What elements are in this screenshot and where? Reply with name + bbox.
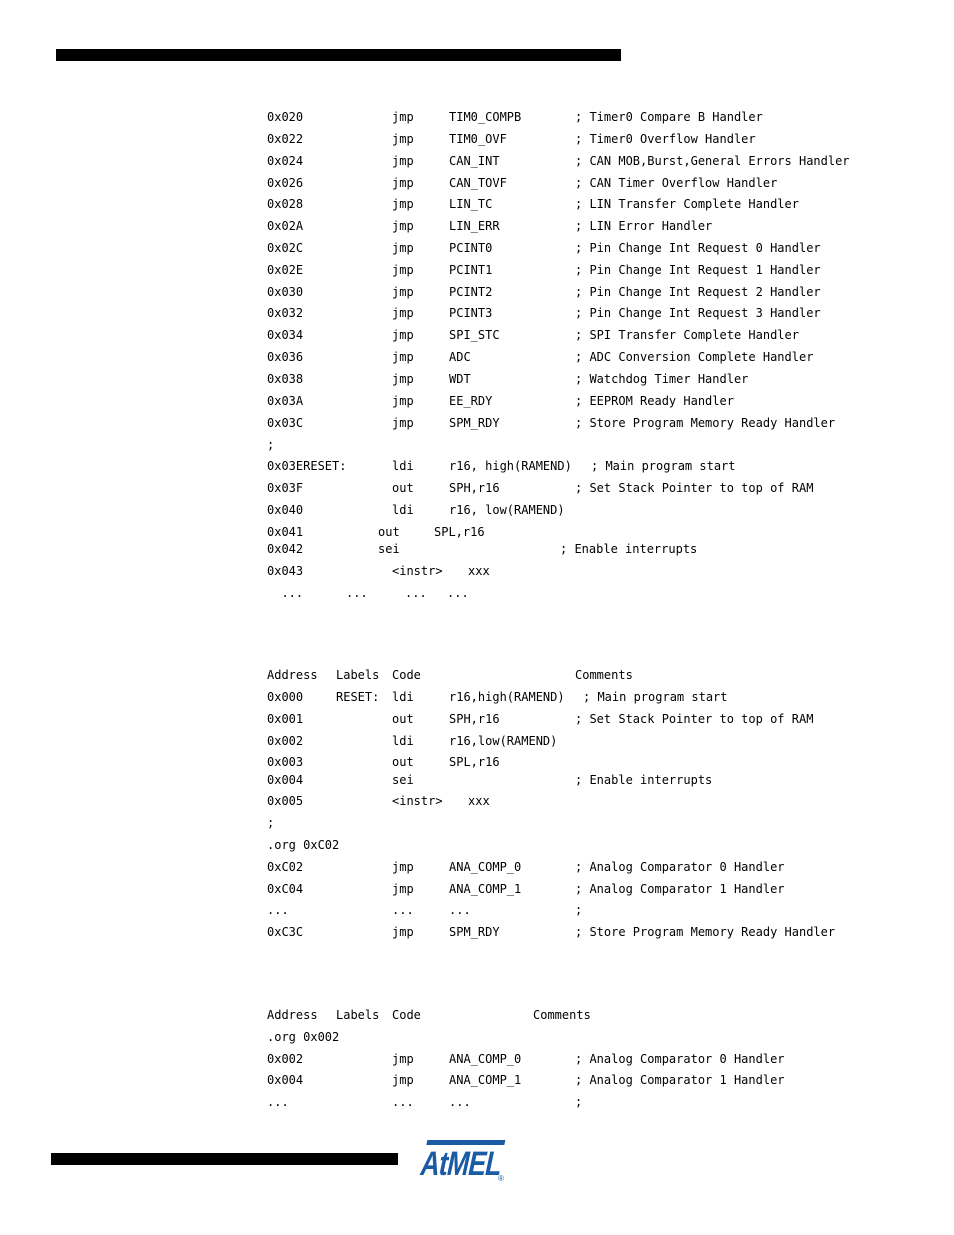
comment: ; xyxy=(575,903,583,917)
comment: ; Enable interrupts xyxy=(575,773,713,787)
comments-header: Comments xyxy=(575,668,633,682)
code-header: Code xyxy=(392,1008,421,1022)
address: 0xC04 xyxy=(267,882,304,896)
comment: ; Pin Change Int Request 1 Handler xyxy=(575,263,821,277)
address: ... xyxy=(267,903,289,917)
mnemonic: ldi xyxy=(392,734,414,748)
address: ; xyxy=(267,816,275,830)
operand: CAN_TOVF xyxy=(449,176,507,190)
comment: ; EEPROM Ready Handler xyxy=(575,394,734,408)
code-header: Code xyxy=(392,668,421,682)
mnemonic: jmp xyxy=(392,372,414,386)
svg-text:®: ® xyxy=(498,1174,504,1183)
header-rule xyxy=(56,49,621,61)
address: 0x002 xyxy=(267,734,304,748)
address: 0x038 xyxy=(267,372,304,386)
mnemonic: jmp xyxy=(392,110,414,124)
address: 0x02C xyxy=(267,241,304,255)
address: 0x043 xyxy=(267,564,304,578)
comment: ; Main program start xyxy=(583,690,728,704)
operand: SPH,r16 xyxy=(449,481,500,495)
mnemonic: jmp xyxy=(392,132,414,146)
comment: ; CAN MOB,Burst,General Errors Handler xyxy=(575,154,850,168)
mnemonic: jmp xyxy=(392,416,414,430)
mnemonic: jmp xyxy=(392,285,414,299)
operand: r16,high(RAMEND) xyxy=(449,690,565,704)
operand: ... xyxy=(449,903,471,917)
mnemonic: jmp xyxy=(392,241,414,255)
mnemonic: jmp xyxy=(392,219,414,233)
operand: EE_RDY xyxy=(449,394,493,408)
comment: ; Pin Change Int Request 0 Handler xyxy=(575,241,821,255)
address: 0x002 xyxy=(267,1052,304,1066)
comments-header: Comments xyxy=(533,1008,591,1022)
address: 0x03C xyxy=(267,416,304,430)
operand: SPM_RDY xyxy=(449,416,500,430)
operand: ANA_COMP_0 xyxy=(449,1052,522,1066)
comment: ; Set Stack Pointer to top of RAM xyxy=(575,481,814,495)
comment: ; Pin Change Int Request 3 Handler xyxy=(575,306,821,320)
comment: ; Pin Change Int Request 2 Handler xyxy=(575,285,821,299)
mnemonic: jmp xyxy=(392,176,414,190)
address: 0x028 xyxy=(267,197,304,211)
operand: ANA_COMP_1 xyxy=(449,1073,522,1087)
operand: xxx xyxy=(468,564,490,578)
mnemonic: ldi xyxy=(392,690,414,704)
operand: r16,low(RAMEND) xyxy=(449,734,558,748)
label: RESET: xyxy=(336,690,380,704)
mnemonic: jmp xyxy=(392,882,414,896)
mnemonic: ldi xyxy=(392,503,414,517)
mnemonic: jmp xyxy=(392,306,414,320)
comment: ; Analog Comparator 1 Handler xyxy=(575,1073,785,1087)
operand: r16, high(RAMEND) xyxy=(449,459,572,473)
address: 0x001 xyxy=(267,712,304,726)
mnemonic: jmp xyxy=(392,263,414,277)
address: 0x022 xyxy=(267,132,304,146)
comment: ; CAN Timer Overflow Handler xyxy=(575,176,778,190)
mnemonic: out xyxy=(378,525,400,539)
mnemonic: out xyxy=(392,481,414,495)
address: 0x030 xyxy=(267,285,304,299)
comment: ; xyxy=(575,1095,583,1109)
operand: LIN_ERR xyxy=(449,219,500,233)
atmel-logo-graphic xyxy=(414,1137,508,1183)
svg-text:AtMEL: AtMEL xyxy=(417,1145,508,1183)
comment: ; Timer0 Compare B Handler xyxy=(575,110,763,124)
address: 0x004 xyxy=(267,1073,304,1087)
address: 0x032 xyxy=(267,306,304,320)
operand: SPM_RDY xyxy=(449,925,500,939)
operand: PCINT1 xyxy=(449,263,493,277)
comment: ; LIN Transfer Complete Handler xyxy=(575,197,799,211)
comment: ; Analog Comparator 0 Handler xyxy=(575,860,785,874)
address: 0x004 xyxy=(267,773,304,787)
operand: r16, low(RAMEND) xyxy=(449,503,565,517)
mnemonic: jmp xyxy=(392,1073,414,1087)
footer-rule xyxy=(51,1153,398,1165)
address: 0x024 xyxy=(267,154,304,168)
atmel-logo xyxy=(414,1137,508,1183)
operand: CAN_INT xyxy=(449,154,500,168)
address: 0x02A xyxy=(267,219,304,233)
operand: ... xyxy=(447,586,469,600)
address: 0x040 xyxy=(267,503,304,517)
operand: PCINT3 xyxy=(449,306,493,320)
address: 0x005 xyxy=(267,794,304,808)
comment: ; Watchdog Timer Handler xyxy=(575,372,749,386)
mnemonic: ldi xyxy=(392,459,414,473)
operand: ADC xyxy=(449,350,471,364)
comment: ; Analog Comparator 0 Handler xyxy=(575,1052,785,1066)
address: ... xyxy=(267,586,304,600)
address-header: Address xyxy=(267,668,318,682)
org-directive: .org 0xC02 xyxy=(267,838,340,852)
mnemonic: jmp xyxy=(392,197,414,211)
operand: SPH,r16 xyxy=(449,712,500,726)
comment: ; Enable interrupts xyxy=(560,542,698,556)
mnemonic: ... xyxy=(392,1095,414,1109)
address: ; xyxy=(267,438,275,452)
mnemonic: jmp xyxy=(392,394,414,408)
address-header: Address xyxy=(267,1008,318,1022)
mnemonic: out xyxy=(392,755,414,769)
operand: ANA_COMP_0 xyxy=(449,860,522,874)
address: 0x02E xyxy=(267,263,304,277)
mnemonic: <instr> xyxy=(392,564,443,578)
label: ... xyxy=(346,586,368,600)
labels-header: Labels xyxy=(336,668,380,682)
labels-header: Labels xyxy=(336,1008,380,1022)
operand: ... xyxy=(449,1095,471,1109)
operand: WDT xyxy=(449,372,471,386)
operand: SPI_STC xyxy=(449,328,500,342)
mnemonic: sei xyxy=(392,773,414,787)
address: 0x020 xyxy=(267,110,304,124)
operand: SPL,r16 xyxy=(434,525,485,539)
address: 0x034 xyxy=(267,328,304,342)
address: 0x003 xyxy=(267,755,304,769)
mnemonic: ... xyxy=(405,586,427,600)
operand: PCINT0 xyxy=(449,241,493,255)
operand: xxx xyxy=(468,794,490,808)
mnemonic: jmp xyxy=(392,1052,414,1066)
mnemonic: ... xyxy=(392,903,414,917)
address: 0x03ERESET: xyxy=(267,459,347,473)
comment: ; Main program start xyxy=(591,459,736,473)
operand: ANA_COMP_1 xyxy=(449,882,522,896)
comment: ; ADC Conversion Complete Handler xyxy=(575,350,814,364)
operand: PCINT2 xyxy=(449,285,493,299)
mnemonic: jmp xyxy=(392,350,414,364)
operand: TIM0_COMPB xyxy=(449,110,522,124)
comment: ; Store Program Memory Ready Handler xyxy=(575,416,836,430)
mnemonic: jmp xyxy=(392,154,414,168)
address: 0xC02 xyxy=(267,860,304,874)
mnemonic: <instr> xyxy=(392,794,443,808)
comment: ; LIN Error Handler xyxy=(575,219,713,233)
address: 0x03F xyxy=(267,481,304,495)
comment: ; Analog Comparator 1 Handler xyxy=(575,882,785,896)
address: ... xyxy=(267,1095,289,1109)
mnemonic: jmp xyxy=(392,328,414,342)
comment: ; Timer0 Overflow Handler xyxy=(575,132,756,146)
address: 0x041 xyxy=(267,525,304,539)
operand: LIN_TC xyxy=(449,197,493,211)
address: 0x042 xyxy=(267,542,304,556)
address: 0xC3C xyxy=(267,925,304,939)
address: 0x026 xyxy=(267,176,304,190)
address: 0x03A xyxy=(267,394,304,408)
mnemonic: out xyxy=(392,712,414,726)
operand: TIM0_OVF xyxy=(449,132,507,146)
mnemonic: jmp xyxy=(392,925,414,939)
address: 0x000 xyxy=(267,690,304,704)
mnemonic: sei xyxy=(378,542,400,556)
comment: ; SPI Transfer Complete Handler xyxy=(575,328,799,342)
mnemonic: jmp xyxy=(392,860,414,874)
org-directive: .org 0x002 xyxy=(267,1030,340,1044)
comment: ; Store Program Memory Ready Handler xyxy=(575,925,836,939)
comment: ; Set Stack Pointer to top of RAM xyxy=(575,712,814,726)
address: 0x036 xyxy=(267,350,304,364)
operand: SPL,r16 xyxy=(449,755,500,769)
